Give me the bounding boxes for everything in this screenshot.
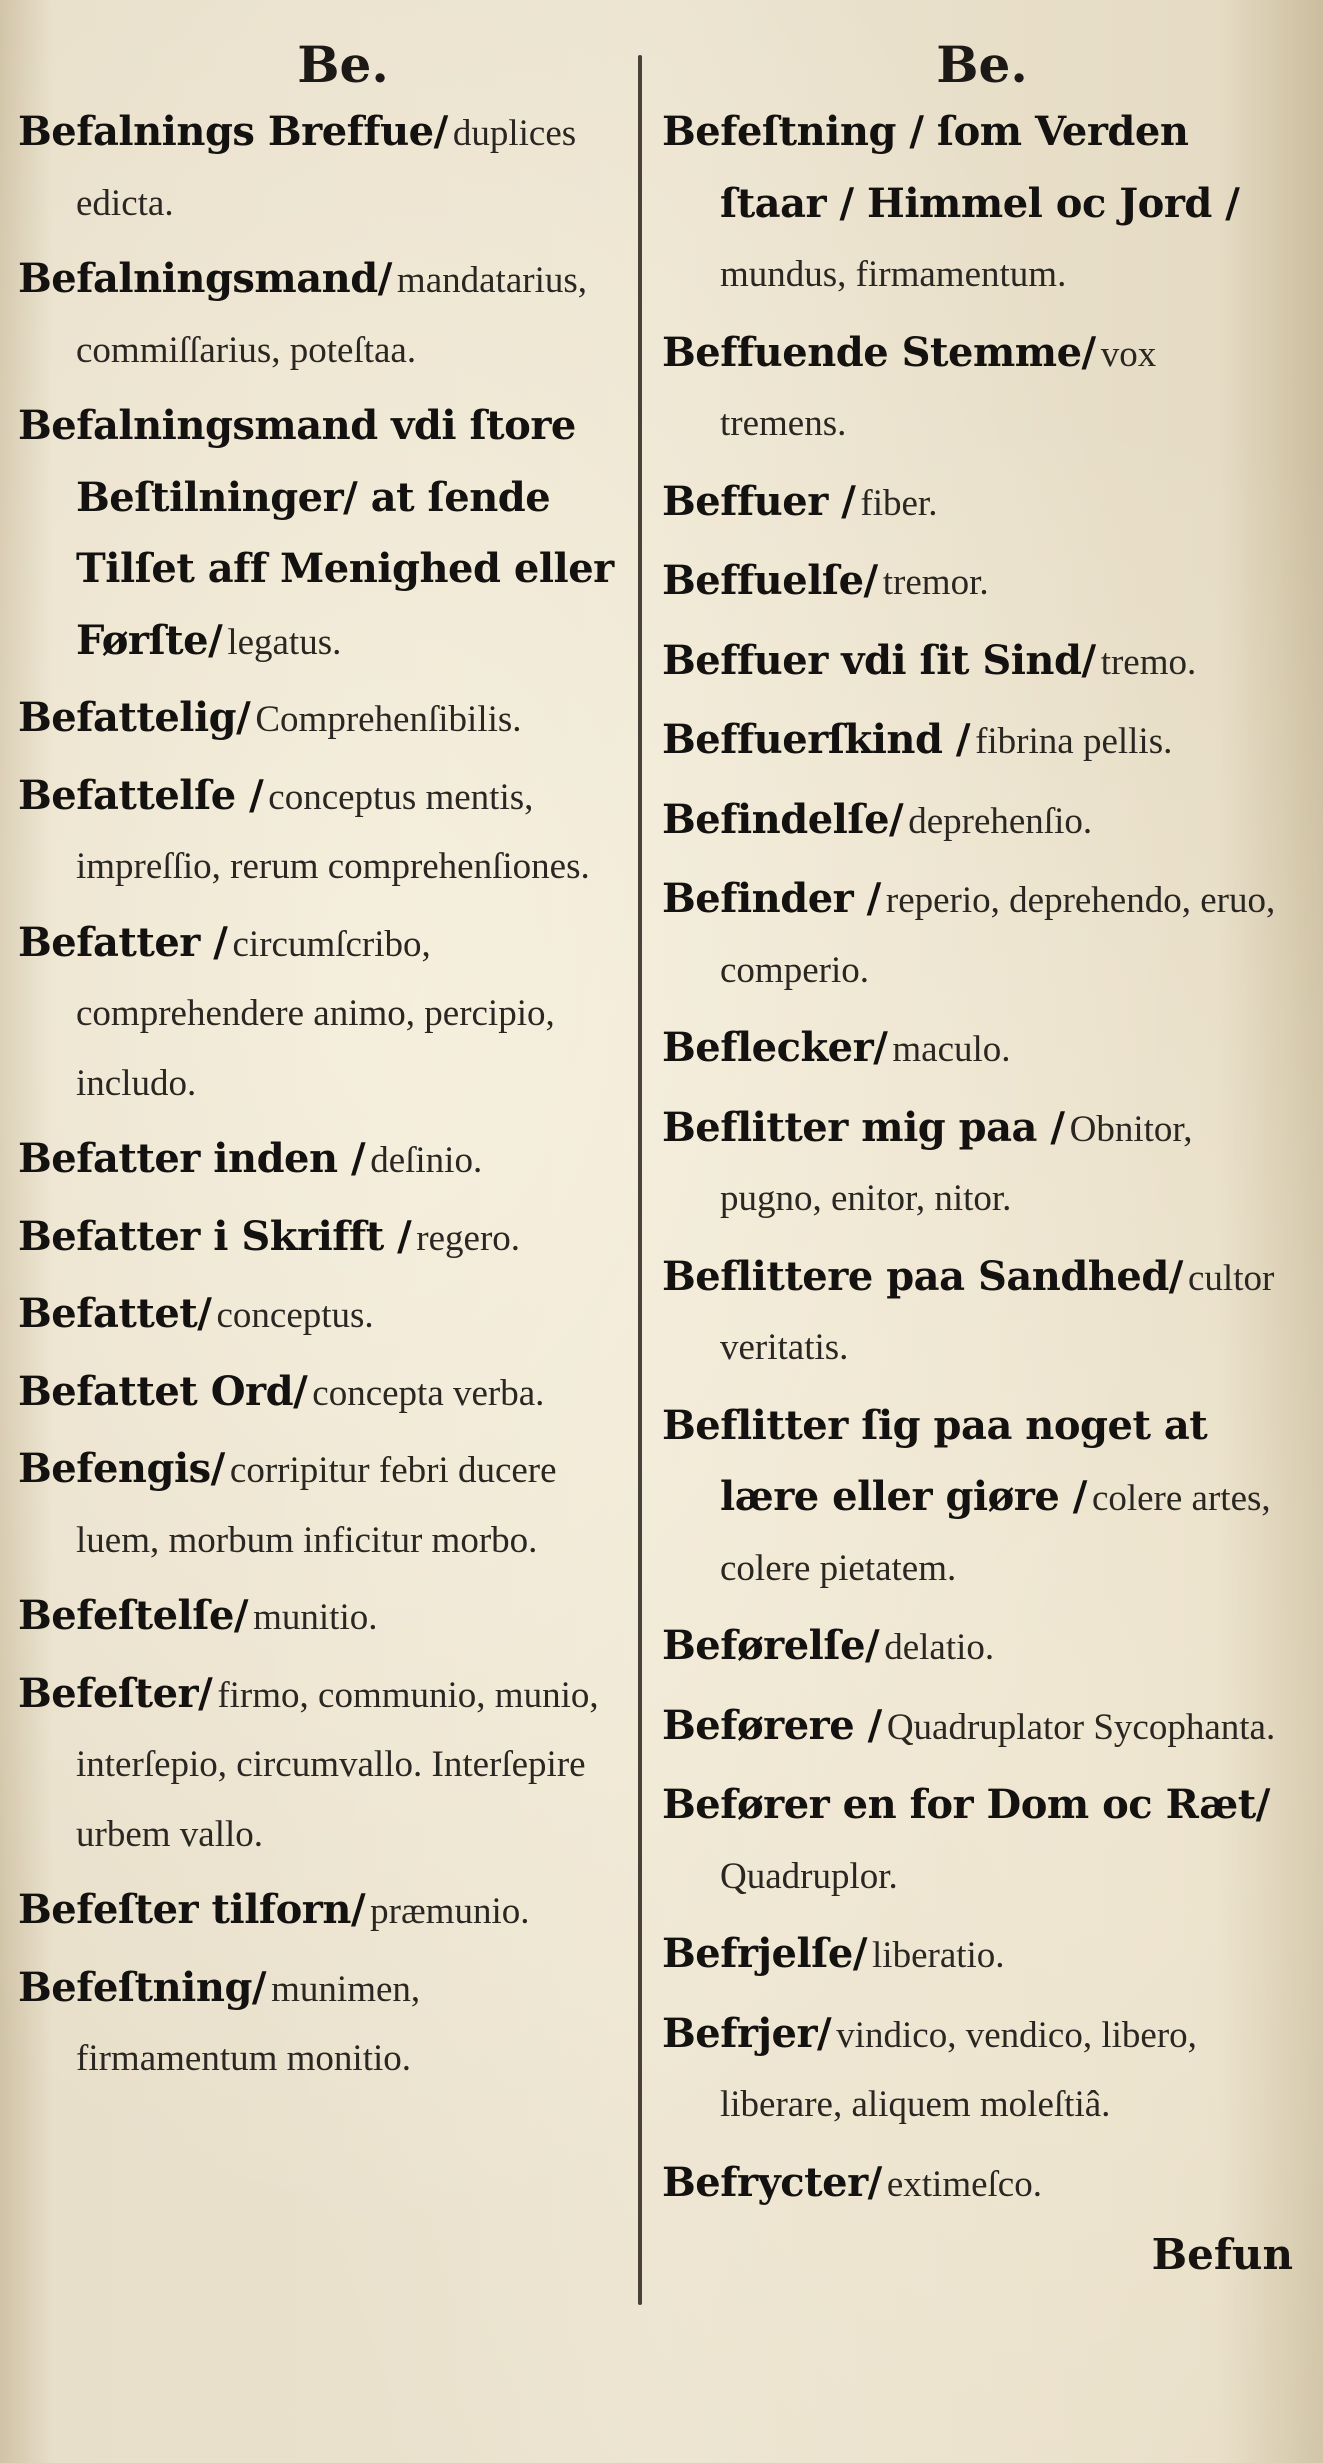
dictionary-entry: [18, 1662, 628, 1873]
dictionary-entry: [662, 2002, 1282, 2143]
entry-headword: Befrjelſe/: [662, 1930, 867, 1977]
entry-headword: Befalnings Breffue/: [18, 108, 448, 155]
dictionary-entry: [18, 1956, 628, 2097]
dictionary-entry: [662, 1922, 1282, 1994]
dictionary-entry: [662, 549, 1282, 621]
dictionary-entry: [18, 686, 628, 758]
entry-headword: Beffuer vdi ſit Sind/: [662, 636, 1096, 684]
dictionary-entry: [662, 321, 1282, 462]
entry-headword: Befeſtelſe/: [18, 1592, 249, 1639]
entry-headword: Befeſtning/: [18, 1963, 267, 2011]
dictionary-entry: [662, 1394, 1282, 1607]
dictionary-entry: [18, 1205, 628, 1277]
entry-headword: Befeſter tilforn/: [18, 1886, 366, 1933]
entry-definition: legatus.: [227, 621, 342, 663]
entry-definition: præmunio.: [370, 1891, 530, 1932]
dictionary-entry: [18, 1878, 628, 1950]
entry-definition: delatio.: [884, 1627, 995, 1668]
entry-definition: fiber.: [860, 482, 938, 524]
entry-definition: Comprehenſibilis.: [255, 699, 522, 740]
entry-headword: Beflecker/: [662, 1024, 888, 1071]
entry-headword: Befalningsmand vdi ſtore Beſtilninger/ at ſende Tilſet aff Menighed eller Førſte/: [18, 402, 614, 664]
entry-definition: deprehenſio.: [908, 800, 1093, 842]
running-head-right: Be.: [936, 35, 1028, 94]
entry-definition: conceptus mentis, impreſſio, rerum comprehenſiones.: [76, 776, 590, 887]
dictionary-entry: [662, 867, 1282, 1008]
entry-headword: Befattelig/: [18, 694, 251, 741]
dictionary-entry: [18, 247, 628, 388]
dictionary-entry: [662, 708, 1282, 780]
entry-headword: Beffuerſkind /: [662, 716, 970, 763]
entry-headword: Befatter /: [18, 918, 228, 966]
entry-headword: Beffuer /: [662, 477, 856, 525]
entry-definition: fibrina pellis.: [975, 721, 1173, 762]
entry-definition: Quadruplor.: [720, 1855, 898, 1897]
entry-headword: Befindelſe/: [662, 795, 904, 843]
entry-definition: mundus, firmamentum.: [720, 254, 1067, 295]
entry-headword: Befinder /: [662, 875, 881, 922]
dictionary-entry: [662, 1614, 1282, 1686]
right-entry-list: [662, 100, 1282, 2222]
entry-headword: Beflittere paa Sandhed/: [662, 1252, 1183, 1300]
entry-headword: Beførere /: [662, 1701, 882, 1749]
entry-headword: Beflitter mig paa /: [662, 1103, 1065, 1151]
entry-definition: colere artes, colere pietatem.: [720, 1478, 1271, 1589]
entry-headword: Beflitter ſig paa noget at lære eller giøre /: [662, 1401, 1208, 1520]
dictionary-entry: [18, 1584, 628, 1656]
entry-definition: liberatio.: [872, 1935, 1005, 1976]
entry-definition: Obnitor, pugno, enitor, nitor.: [720, 1108, 1193, 1219]
entry-definition: mandatarius, commiſſarius, poteſtaa.: [76, 260, 587, 371]
entry-definition: firmo, communio, munio, interſepio, circumvallo. Interſepire urbem vallo.: [76, 1674, 599, 1855]
entry-headword: Beførelſe/: [662, 1622, 880, 1669]
left-entry-list: [18, 100, 628, 2097]
entry-headword: Beffuelſe/: [662, 557, 878, 604]
entry-definition: reperio, deprehendo, eruo, comperio.: [720, 880, 1276, 991]
entry-definition: munitio.: [253, 1597, 378, 1638]
right-column: [662, 30, 1282, 2230]
catchword: Befun: [1151, 2230, 1293, 2279]
running-head-left: Be.: [297, 35, 389, 94]
entry-definition: extimeſco.: [886, 2163, 1042, 2205]
entry-headword: Befeſter/: [18, 1669, 213, 1717]
entry-headword: Befeſtning / ſom Verden ſtaar / Himmel oc Jord /: [662, 108, 1240, 227]
entry-definition: Quadruplator Sycophanta.: [886, 1706, 1276, 1748]
entry-definition: regero.: [416, 1217, 521, 1259]
entry-headword: Befrjer/: [662, 2009, 832, 2057]
dictionary-entry: [662, 629, 1282, 701]
dictionary-entry: [18, 100, 628, 241]
entry-headword: Befattelſe /: [18, 771, 264, 819]
entry-definition: tremo.: [1100, 641, 1197, 683]
dictionary-entry: [662, 100, 1282, 313]
dictionary-entry: [662, 1773, 1282, 1914]
dictionary-entry: [18, 911, 628, 1122]
dictionary-entry: [18, 1127, 628, 1199]
entry-headword: Befattet Ord/: [18, 1367, 308, 1415]
column-rule: [638, 55, 642, 2305]
dictionary-entry: [662, 1096, 1282, 1237]
dictionary-entry: [18, 394, 628, 680]
dictionary-entry: [18, 764, 628, 905]
entry-definition: duplices edicta.: [76, 113, 577, 224]
dictionary-entry: [18, 1282, 628, 1354]
entry-definition: concepta verba.: [312, 1372, 545, 1414]
dictionary-entry: [662, 788, 1282, 860]
entry-definition: conceptus.: [216, 1295, 374, 1336]
entry-headword: Befalningsmand/: [18, 255, 392, 302]
dictionary-entry: [18, 1360, 628, 1432]
entry-definition: vox tremens.: [720, 333, 1157, 444]
dictionary-entry: [662, 470, 1282, 542]
entry-headword: Befrycter/: [662, 2158, 882, 2206]
left-column: [18, 30, 628, 2103]
entry-definition: cultor veritatis.: [720, 1257, 1275, 1368]
entry-definition: deſinio.: [370, 1140, 483, 1181]
entry-headword: Befatter i Skrifft /: [18, 1212, 412, 1260]
entry-headword: Befatter inden /: [18, 1135, 366, 1182]
entry-headword: Befattet/: [18, 1290, 212, 1337]
entry-headword: Beffuende Stemme/: [662, 328, 1096, 376]
entry-headword: Befengis/: [18, 1445, 225, 1492]
entry-definition: vindico, vendico, libero, liberare, aliquem moleſtiâ.: [720, 2014, 1197, 2125]
entry-definition: circumſcribo, comprehendere animo, percipio, includo.: [76, 923, 555, 1104]
dictionary-entry: [662, 2151, 1282, 2223]
entry-definition: tremor.: [882, 562, 989, 603]
dictionary-entry: [662, 1016, 1282, 1088]
dictionary-entry: [18, 1437, 628, 1578]
entry-definition: munimen, firmamentum monitio.: [76, 1968, 421, 2079]
dictionary-entry: [662, 1245, 1282, 1386]
entry-headword: Befører en for Dom oc Ræt/: [662, 1781, 1270, 1828]
entry-definition: corripitur febri ducere luem, morbum inficitur morbo.: [76, 1450, 557, 1561]
dictionary-entry: [662, 1694, 1282, 1766]
entry-definition: maculo.: [892, 1029, 1011, 1070]
